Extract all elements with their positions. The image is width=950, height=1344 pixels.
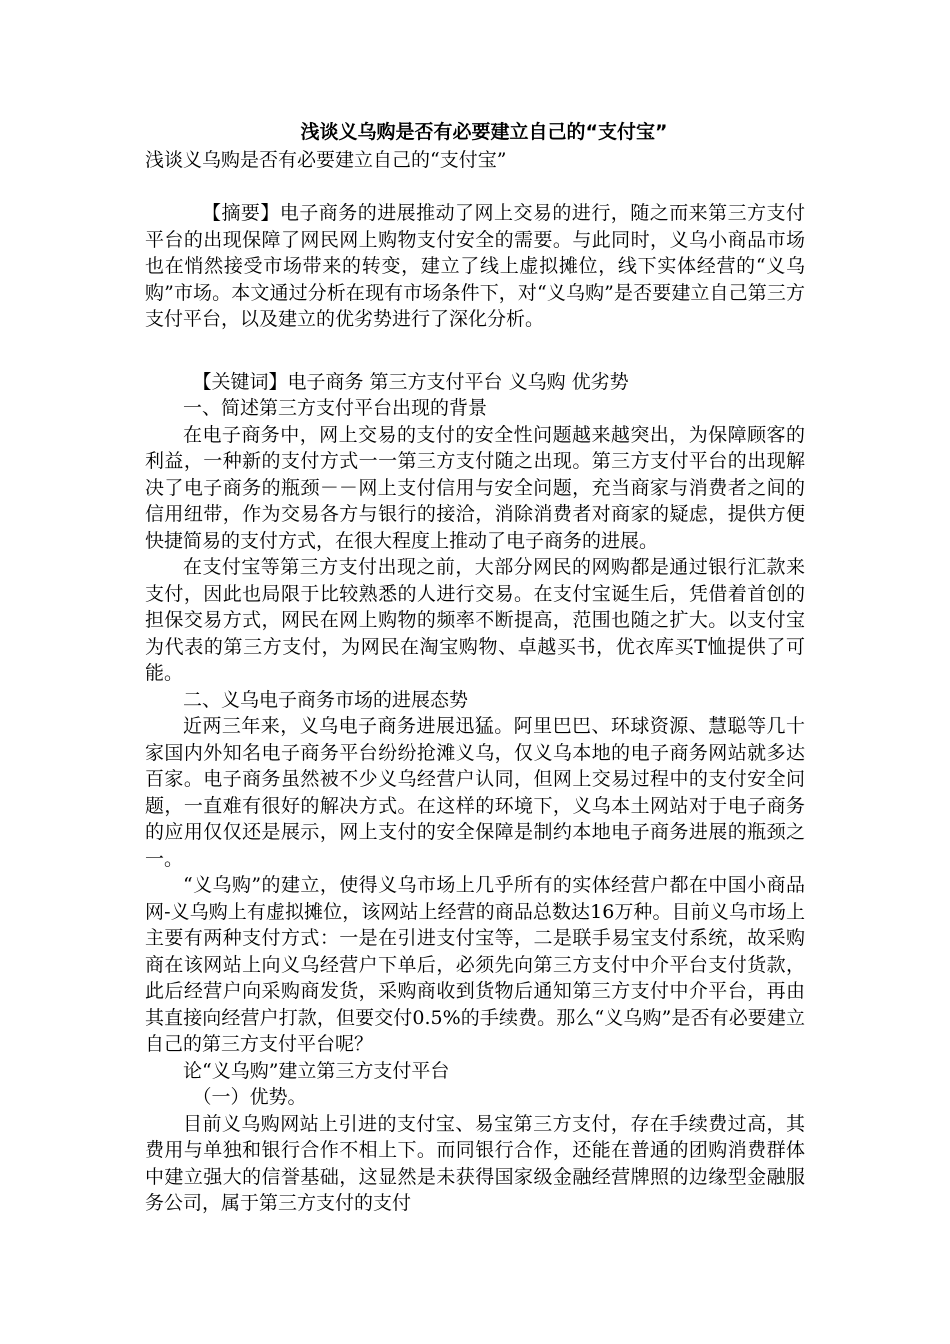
document-title: 浅谈义乌购是否有必要建立自己的“支付宝” [300, 121, 668, 143]
body-paragraph: 在电子商务中，网上交易的支付的安全性问题越来越突出，为保障顾客的利益，一种新的支付方式一一第三方支付随之出现。第三方支付平台的出现解决了电子商务的瓶颈－－网上支付信用与安全问题，充当商家与消费者之间的信用纽带，作为交易各方与银行的接洽，消除消费者对商家的疑虑，提供方便快捷简易的支付方式，在很大程度上推动了电子商务的进展。 [145, 423, 805, 552]
body-paragraph: “义乌购”的建立，使得义乌市场上几乎所有的实体经营户都在中国小商品网-义乌购上有虚拟摊位，该网站上经营的商品总数达16万种。目前义乌市场上主要有两种支付方式：一是在引进支付宝等，二是联手易宝支付系统，故采购商在该网站上向义乌经营户下单后，必须先向第三方支付中介平台支付货款，此后经营户向采购商发货，采购商收到货物后通知第三方支付中介平台，再由其直接向经营户打款，但要交付0.5%的手续费。那么“义乌购”是否有必要建立自己的第三方支付平台呢？ [145, 874, 805, 1055]
subsection-heading: （一）优势。 [192, 1086, 307, 1108]
abstract-paragraph: 【摘要】电子商务的进展推动了网上交易的进行，随之而来第三方支付平台的出现保障了网民网上购物支付安全的需要。与此同时，义乌小商品市场也在悄然接受市场带来的转变，建立了线上虚拟摊位，线下实体经营的“义乌购”市场。本文通过分析在现有市场条件下，对“义乌购”是否要建立自己第三方支付平台，以及建立的优劣势进行了深化分析。 [145, 202, 805, 330]
body-paragraph: 在支付宝等第三方支付出现之前，大部分网民的网购都是通过银行汇款来支付，因此也局限于比较熟悉的人进行交易。在支付宝诞生后，凭借着首创的担保交易方式，网民在网上购物的频率不断提高，范围也随之扩大。以支付宝为代表的第三方支付，为网民在淘宝购物、卓越买书，优衣库买T恤提供了可能。 [145, 556, 805, 684]
section-heading-3: 论“义乌购”建立第三方支付平台 [183, 1059, 450, 1082]
section-heading-2: 二、义乌电子商务市场的进展态势 [183, 688, 469, 711]
section-heading-1: 一、简述第三方支付平台出现的背景 [183, 397, 488, 419]
body-paragraph: 目前义乌购网站上引进的支付宝、易宝第三方支付，存在手续费过高，其费用与单独和银行合作不相上下。而同银行合作，还能在普通的团购消费群体中建立强大的信誉基础，这显然是未获得国家级金融经营牌照的边缘型金融服务公司，属于第三方支付的支付 [145, 1112, 805, 1214]
document-page [145, 118, 805, 1217]
keywords-line: 【关键词】电子商务 第三方支付平台 义乌购 优劣势 [192, 370, 629, 393]
body-paragraph: 近两三年来，义乌电子商务进展迅猛。阿里巴巴、环球资源、慧聪等几十家国内外知名电子商务平台纷纷抢滩义乌，仅义乌本地的电子商务网站就多达百家。电子商务虽然被不少义乌经营户认同，但网上交易过程中的支付安全问题，一直难有很好的解决方式。在这样的环境下，义乌本土网站对于电子商务的应用仅仅还是展示，网上支付的安全保障是制约本地电子商务进展的瓶颈之一。 [145, 715, 805, 870]
document-subtitle: 浅谈义乌购是否有必要建立自己的“支付宝” [145, 149, 507, 171]
